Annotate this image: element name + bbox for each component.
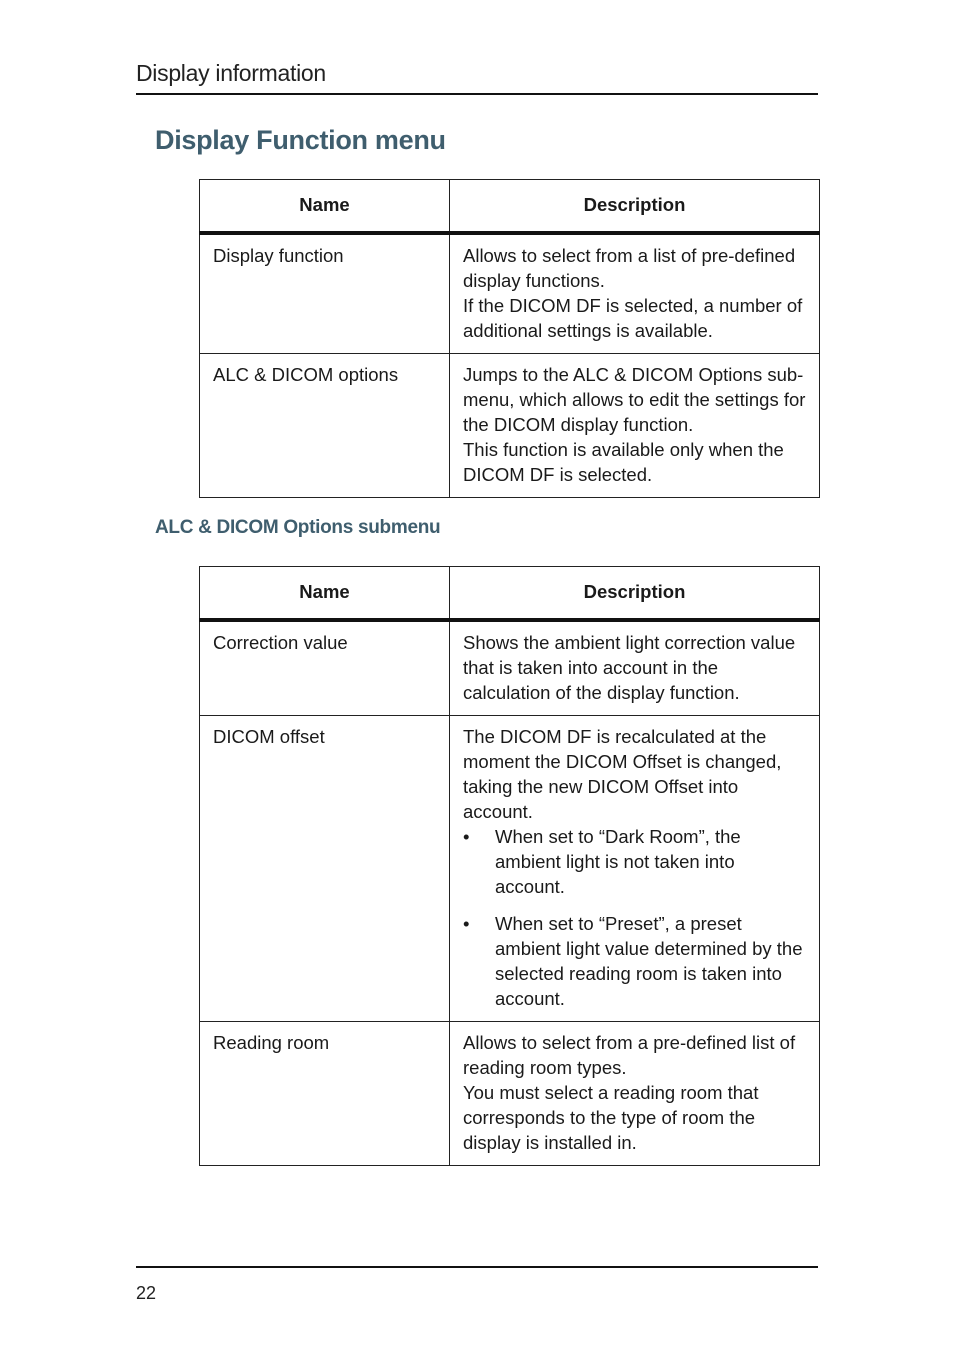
row-name: Display function — [200, 233, 450, 354]
table-row — [200, 716, 820, 1022]
subsection-title-alc-dicom-options: ALC & DICOM Options submenu — [155, 517, 441, 538]
row-name: ALC & DICOM options — [200, 354, 450, 498]
bullet-icon: • — [463, 826, 470, 847]
page-number: 22 — [136, 1283, 157, 1303]
description-line: You must select a reading room that corresponds to the type of room the display is installed in. — [463, 1082, 759, 1153]
table-row — [200, 233, 820, 354]
column-header-name: Name — [200, 180, 450, 234]
description-line: Allows to select from a list of pre-defined display functions. — [463, 245, 796, 291]
bullet-item — [463, 824, 807, 899]
bullet-text: When set to “Preset”, a preset ambient light value determined by the selected reading room is taken into account. — [495, 913, 803, 1009]
section-title-display-function-menu: Display Function menu — [155, 125, 446, 155]
description-line: The DICOM DF is recalculated at the moment the DICOM Offset is changed, taking the new DICOM Offset into account. — [463, 726, 782, 822]
row-description — [450, 233, 820, 354]
row-name: Correction value — [200, 620, 450, 716]
column-header-description: Description — [450, 180, 820, 234]
row-description — [450, 1022, 820, 1166]
table-header-row — [200, 567, 820, 621]
bullet-text: When set to “Dark Room”, the ambient light is not taken into account. — [495, 826, 741, 897]
table-row — [200, 620, 820, 716]
description-line: If the DICOM DF is selected, a number of additional settings is available. — [463, 295, 803, 341]
row-description — [450, 716, 820, 1022]
row-name: Reading room — [200, 1022, 450, 1166]
display-function-table — [199, 179, 820, 498]
row-description — [450, 620, 820, 716]
row-name: DICOM offset — [200, 716, 450, 1022]
table-row — [200, 1022, 820, 1166]
bullet-icon: • — [463, 913, 470, 934]
description-line: Jumps to the ALC & DICOM Options sub-menu, which allows to edit the settings for the DICOM display function. — [463, 364, 806, 435]
running-header: Display information — [136, 60, 326, 86]
bullet-list — [463, 824, 807, 1011]
table-row — [200, 354, 820, 498]
footer-rule — [136, 1266, 818, 1268]
header-rule — [136, 93, 818, 95]
description-line: Allows to select from a pre-defined list of reading room types. — [463, 1032, 796, 1078]
bullet-item — [463, 911, 807, 1011]
alc-dicom-options-table — [199, 566, 820, 1166]
column-header-name: Name — [200, 567, 450, 621]
description-line: Shows the ambient light correction value that is taken into account in the calculation of the display function. — [463, 632, 796, 703]
table-header-row — [200, 180, 820, 234]
row-description — [450, 354, 820, 498]
description-line: This function is available only when the DICOM DF is selected. — [463, 439, 784, 485]
column-header-description: Description — [450, 567, 820, 621]
